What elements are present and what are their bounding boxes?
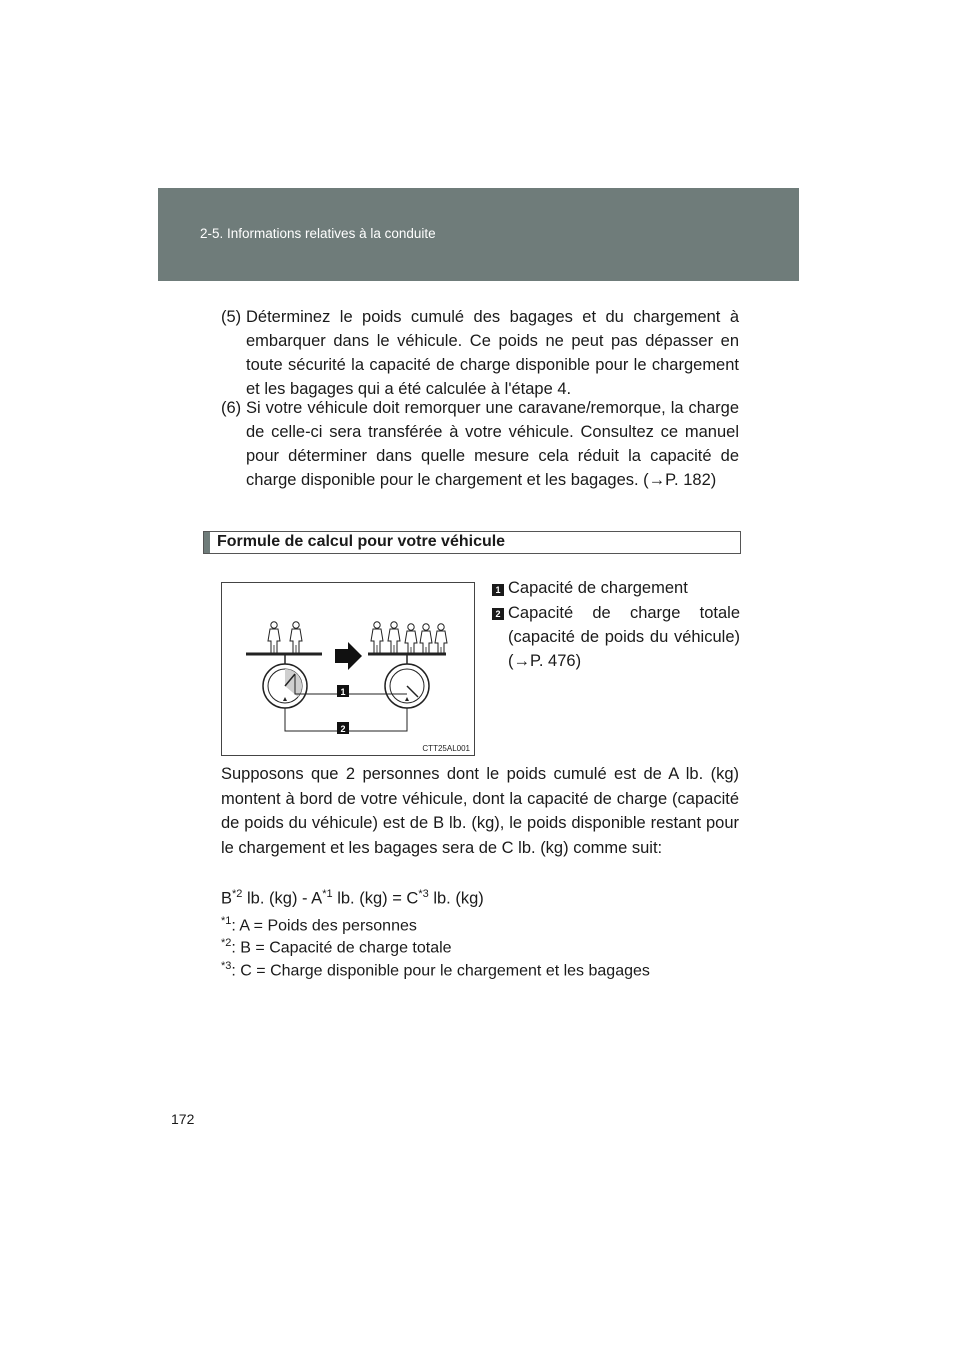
person-icon	[268, 622, 280, 653]
section-title-bar	[203, 531, 741, 554]
figure-code: CTT25AL001	[422, 744, 470, 753]
step-5	[221, 305, 739, 401]
section-header: 2-5. Informations relatives à la conduite	[200, 226, 436, 241]
footnote-3: $^{*3}$: C = Charge disponible pour le chargement et les bagages	[221, 960, 650, 980]
legend-item-1: Capacité de chargement	[508, 579, 688, 597]
footnote-1: $^{*1}$: A = Poids des personnes	[221, 915, 417, 935]
legend-number-1: 1	[492, 584, 504, 596]
step-text: Si votre véhicule doit remorquer une caravane/remorque, la charge de celle-ci sera transférée à votre véhicule. Consultez ce manuel pour déterminer dans quelle mesure cela réduit la capacité de charge disponible pour le chargement et les bagages. (→P. 182)	[246, 399, 739, 489]
scale-diagram	[222, 583, 474, 755]
person-icon	[388, 622, 400, 653]
header-band	[158, 188, 799, 281]
page-number: 172	[171, 1111, 195, 1127]
callout-2-label: 2	[340, 724, 346, 734]
step-6	[221, 396, 739, 492]
person-icon	[405, 624, 417, 655]
body-paragraph: Supposons que 2 personnes dont le poids cumulé est de A lb. (kg) montent à bord de votre véhicule, dont la capacité de charge (capacité de poids du véhicule) est de B lb. (kg), le poids disponible restant pour le chargement et les bagages sera de C lb. (kg) comme suit:	[221, 765, 739, 857]
legend-item-2: Capacité de charge totale (capacité de poids du véhicule) (→P. 476)	[508, 604, 740, 670]
person-icon	[420, 624, 432, 655]
step-number: (5)	[221, 308, 242, 326]
load-capacity-illustration	[221, 582, 475, 756]
step-text: Déterminez le poids cumulé des bagages et du chargement à embarquer dans le véhicule. Ce poids ne peut pas dépasser en toute sécurité la capacité de charge disponible pour le chargement et les bagages qui a été calculée à l'étape 4.	[246, 308, 739, 398]
footnote-2: $^{*2}$: B = Capacité de charge totale	[221, 937, 452, 957]
callout-1-label: 1	[340, 687, 346, 697]
person-icon	[435, 624, 447, 655]
step-number: (6)	[221, 399, 242, 417]
legend-number-2: 2	[492, 608, 504, 620]
person-icon	[290, 622, 302, 653]
formula: $B^{*2}$ lb. $(kg) - A^{*1}$ lb. $(kg) = C^{*3}$ lb. (kg)	[221, 888, 484, 908]
arrow-icon	[335, 642, 362, 670]
section-title: Formule de calcul pour votre véhicule	[217, 533, 506, 550]
section-title-marker	[204, 532, 210, 553]
person-icon	[371, 622, 383, 653]
